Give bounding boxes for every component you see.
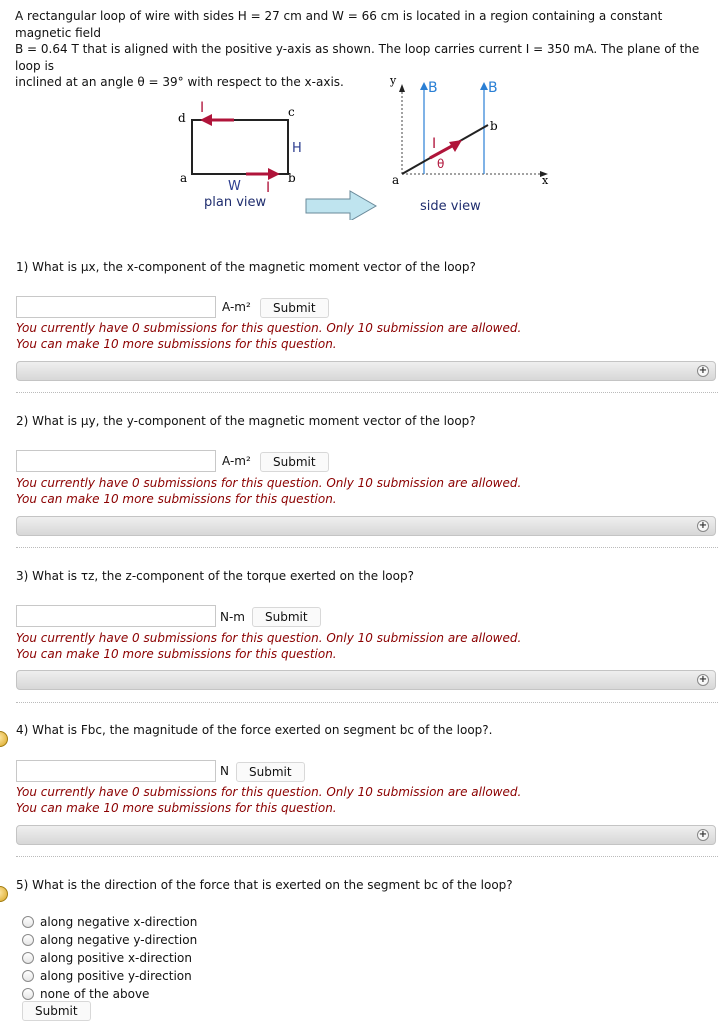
- loop-diagram: [170, 70, 570, 220]
- label-x: x: [542, 174, 549, 187]
- divider: [16, 856, 718, 857]
- option-label: along negative x-direction: [40, 915, 198, 929]
- question-2-status: [16, 475, 521, 507]
- question-1-text: 1) What is μx, the x-component of the magnetic moment vector of the loop?: [16, 260, 476, 274]
- radio-button[interactable]: [22, 934, 34, 946]
- arrow-pointer-icon: [0, 731, 8, 747]
- question-2-submit-button[interactable]: Submit: [260, 452, 329, 472]
- label-w: W: [228, 179, 241, 194]
- question-4-text: 4) What is Fbc, the magnitude of the force exerted on segment bc of the loop?.: [16, 723, 493, 737]
- status-line-2: You can make 10 more submissions for this question.: [16, 647, 337, 661]
- question-3-unit: N-m: [220, 610, 245, 624]
- current-arrow-bottom: [268, 168, 280, 180]
- question-1-submit-button[interactable]: Submit: [260, 298, 329, 318]
- question-2-text: 2) What is μy, the y-component of the magnetic moment vector of the loop?: [16, 414, 476, 428]
- option-label: along negative y-direction: [40, 933, 198, 947]
- plan-view-label: plan view: [204, 195, 267, 210]
- option-negative-x[interactable]: [22, 915, 197, 929]
- question-2-answer-input[interactable]: [16, 450, 216, 472]
- question-3-status: [16, 630, 521, 662]
- question-3-expand-bar[interactable]: [16, 670, 716, 690]
- side-corner-b: b: [490, 119, 498, 133]
- problem-line-2: B = 0.64 T that is aligned with the positive y-axis as shown. The loop carries current I = 350 mA. The plane of the loop is: [15, 42, 700, 73]
- radio-button[interactable]: [22, 916, 34, 928]
- plan-view-loop: [192, 120, 288, 174]
- question-4-status: [16, 784, 521, 816]
- question-1-status: [16, 320, 521, 352]
- side-view-label: side view: [420, 199, 481, 214]
- label-b-1: B: [428, 80, 438, 96]
- question-3-text: 3) What is τz, the z-component of the torque exerted on the loop?: [16, 569, 414, 583]
- plus-circle-icon[interactable]: +: [698, 674, 708, 685]
- corner-d: d: [178, 111, 186, 125]
- question-5-submit-button[interactable]: Submit: [22, 1001, 91, 1021]
- label-y: y: [390, 74, 397, 87]
- question-5-text: 5) What is the direction of the force that is exerted on the segment bc of the loop?: [16, 878, 513, 892]
- plus-circle-icon[interactable]: +: [698, 365, 708, 376]
- question-3-submit-button[interactable]: Submit: [252, 607, 321, 627]
- label-i-bottom: I: [266, 180, 271, 196]
- problem-line-1: A rectangular loop of wire with sides H = 27 cm and W = 66 cm is located in a region containing a constant magnetic field: [15, 9, 663, 40]
- question-4-submit-button[interactable]: Submit: [236, 762, 305, 782]
- radio-button[interactable]: [22, 988, 34, 1000]
- radio-button[interactable]: [22, 952, 34, 964]
- question-1-answer-input[interactable]: [16, 296, 216, 318]
- question-4-unit: N: [220, 764, 229, 778]
- side-corner-a: a: [392, 173, 400, 187]
- question-3-answer-input[interactable]: [16, 605, 216, 627]
- corner-a: a: [180, 171, 188, 185]
- question-4-answer-input[interactable]: [16, 760, 216, 782]
- status-line-1: You currently have 0 submissions for this question. Only 10 submission are allowed.: [16, 321, 522, 335]
- plus-circle-icon[interactable]: +: [698, 520, 708, 531]
- big-right-arrow: [306, 191, 376, 220]
- corner-b: b: [288, 171, 296, 185]
- divider: [16, 392, 718, 393]
- label-i-top: I: [200, 100, 205, 116]
- question-2-unit: A-m²: [222, 454, 251, 468]
- label-h: H: [292, 141, 302, 156]
- option-none[interactable]: [22, 987, 149, 1001]
- question-1-unit: A-m²: [222, 300, 251, 314]
- status-line-2: You can make 10 more submissions for this question.: [16, 337, 337, 351]
- question-1-expand-bar[interactable]: [16, 361, 716, 381]
- option-positive-y[interactable]: [22, 969, 192, 983]
- corner-c: c: [288, 105, 295, 119]
- option-positive-x[interactable]: [22, 951, 192, 965]
- status-line-2: You can make 10 more submissions for this question.: [16, 492, 337, 506]
- label-theta: θ: [437, 157, 445, 171]
- label-b-2: B: [488, 80, 498, 96]
- status-line-1: You currently have 0 submissions for this question. Only 10 submission are allowed.: [16, 476, 522, 490]
- option-label: none of the above: [40, 987, 150, 1001]
- radio-button[interactable]: [22, 970, 34, 982]
- option-label: along positive x-direction: [40, 951, 192, 965]
- option-label: along positive y-direction: [40, 969, 192, 983]
- status-line-2: You can make 10 more submissions for this question.: [16, 801, 337, 815]
- status-line-1: You currently have 0 submissions for this question. Only 10 submission are allowed.: [16, 785, 522, 799]
- divider: [16, 702, 718, 703]
- arrow-pointer-icon: [0, 886, 8, 902]
- label-i-side: I: [432, 136, 437, 152]
- problem-line-3: inclined at an angle θ = 39° with respect to the x-axis.: [15, 75, 344, 89]
- plus-circle-icon[interactable]: +: [698, 829, 708, 840]
- option-negative-y[interactable]: [22, 933, 197, 947]
- divider: [16, 547, 718, 548]
- status-line-1: You currently have 0 submissions for this question. Only 10 submission are allowed.: [16, 631, 522, 645]
- question-4-expand-bar[interactable]: [16, 825, 716, 845]
- question-2-expand-bar[interactable]: [16, 516, 716, 536]
